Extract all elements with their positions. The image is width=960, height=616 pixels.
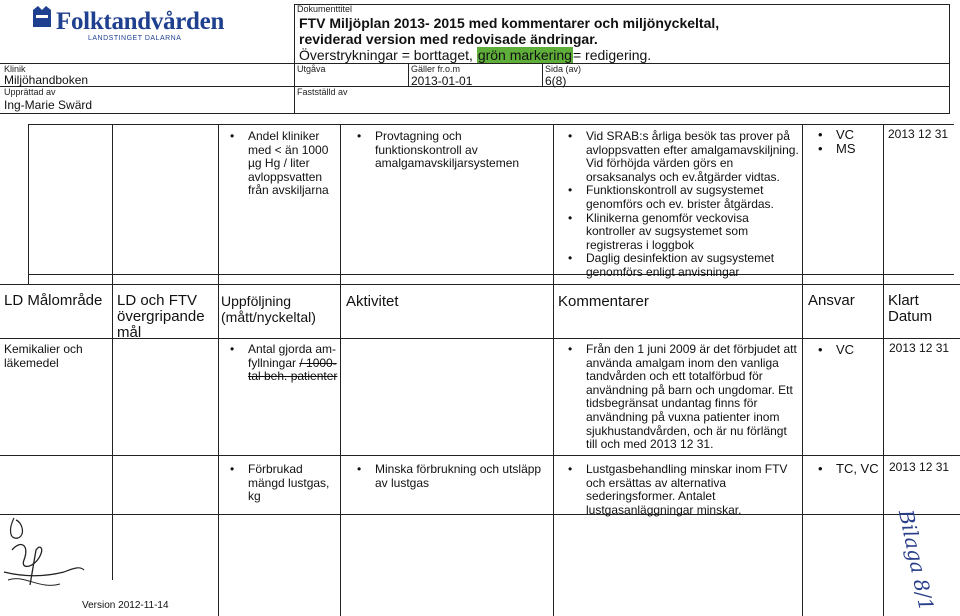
list-item: • VC (818, 128, 878, 142)
list-item: • Daglig desinfektion av sugsystemet genomförs enligt anvisningar (568, 252, 800, 279)
faststalld-label: Fastställd av (297, 87, 348, 97)
list-item: • MS (818, 142, 878, 156)
crown-icon (32, 6, 52, 30)
list-item: • Lustgasbehandling minskar inom FTV och ersättas av alternativa sederingsformer. Antalet lustgasanläggningar minskar. (568, 463, 800, 517)
header-ld-malomrade: LD Målområde (4, 292, 103, 309)
doc-title-line1: FTV Miljöplan 2013- 2015 med kommentarer och miljönyckeltal, (299, 15, 720, 31)
list-item: • Andel kliniker med < än 1000 µg Hg / liter avloppsvatten från avskiljarna (230, 130, 338, 198)
list-item: • Vid SRAB:s årliga besök tas prover på avloppsvatten efter amalgamavskiljning. Vid förhöjda värden görs en orsaksanalys och ev.åtgärder vidtas. (568, 130, 800, 184)
list-item: • Från den 1 juni 2009 är det förbjudet att använda amalgam inom den vanliga tandvården och ett totalförbud för användning på barn och ungdomar. Ett tidsbegränsat undantag finns för användning på vuxna patienter inom sjukhustandvården, och är nu förlängt till och med 2013 12 31. (568, 343, 800, 452)
list-item: • TC, VC (818, 462, 882, 476)
handwritten-signature (0, 510, 90, 605)
upprattad-label: Upprättad av (4, 87, 56, 97)
top-activity-list (357, 130, 547, 171)
row1-malomrade: Kemikalier och läkemedel (4, 342, 83, 370)
header-ansvar: Ansvar (808, 292, 855, 309)
row1-comments-list (568, 343, 800, 452)
galler-value: 2013-01-01 (411, 74, 473, 88)
header-aktivitet: Aktivitet (346, 293, 399, 310)
sida-value: 6(8) (545, 74, 567, 88)
row2-activity-list (357, 463, 549, 490)
top-done-date: 2013 12 31 (888, 127, 949, 141)
row2-comments-list (568, 463, 800, 517)
row2-done-date: 2013 12 31 (889, 460, 950, 474)
galler-label: Gäller fr.o.m (411, 64, 461, 74)
row2-responsible-list (818, 462, 882, 476)
sida-label: Sida (av) (545, 64, 582, 74)
row1-done-date: 2013 12 31 (889, 341, 950, 355)
utgava-label: Utgåva (297, 64, 326, 74)
list-item: • Klinikerna genomför veckovisa kontroller av sugsystemet som registreras i loggbok (568, 212, 800, 253)
klinik-label: Klinik (4, 64, 26, 74)
upprattad-value: Ing-Marie Swärd (4, 98, 93, 112)
list-item: • Minska förbrukning och utsläpp av lustgas (357, 463, 549, 490)
legend-highlight: grön markering (477, 47, 572, 63)
top-comments-list (568, 130, 800, 280)
list-item: • Funktionskontroll av sugsystemet genomförs och ev. brister åtgärdas. (568, 184, 800, 211)
klinik-value: Miljöhandboken (4, 73, 89, 87)
top-responsible-list (818, 128, 878, 155)
footer-version: Version 2012-11-14 (82, 600, 169, 611)
doc-title-line2: reviderad version med redovisade ändringar. (299, 31, 598, 47)
legend-removed: Överstrykningar = borttaget, (299, 47, 477, 63)
row1-followup-text: Antal gjorda am-fyllningar (248, 342, 337, 370)
header-overgripande-mal: LD och FTV övergripande mål (117, 292, 205, 341)
list-item (230, 343, 338, 384)
header-kommentarer: Kommentarer (558, 293, 649, 310)
legend-edited: = redigering. (572, 47, 652, 63)
logo-name: Folktandvården (56, 8, 225, 35)
handwritten-margin-note: Bilaga 8/1 (893, 507, 939, 614)
doc-title-label: Dokumenttitel (297, 4, 353, 14)
header-klart-datum: Klart Datum (888, 292, 933, 325)
row2-followup-list (230, 463, 338, 504)
row1-responsible-list (818, 343, 878, 357)
logo (32, 6, 232, 46)
list-item: • VC (818, 343, 878, 357)
top-followup-list (230, 130, 338, 198)
row1-followup-struck: / 1000-tal beh. patienter (248, 355, 338, 384)
row1-followup-list (230, 343, 338, 384)
list-item: • Provtagning och funktionskontroll av amalgamavskiljarsystemen (357, 130, 547, 171)
list-item: • Förbrukad mängd lustgas, kg (230, 463, 338, 504)
doc-title-legend (299, 47, 651, 63)
logo-sub: LANDSTINGET DALARNA (88, 35, 182, 42)
header-uppfoljning: Uppföljning (mått/nyckeltal) (221, 293, 316, 325)
